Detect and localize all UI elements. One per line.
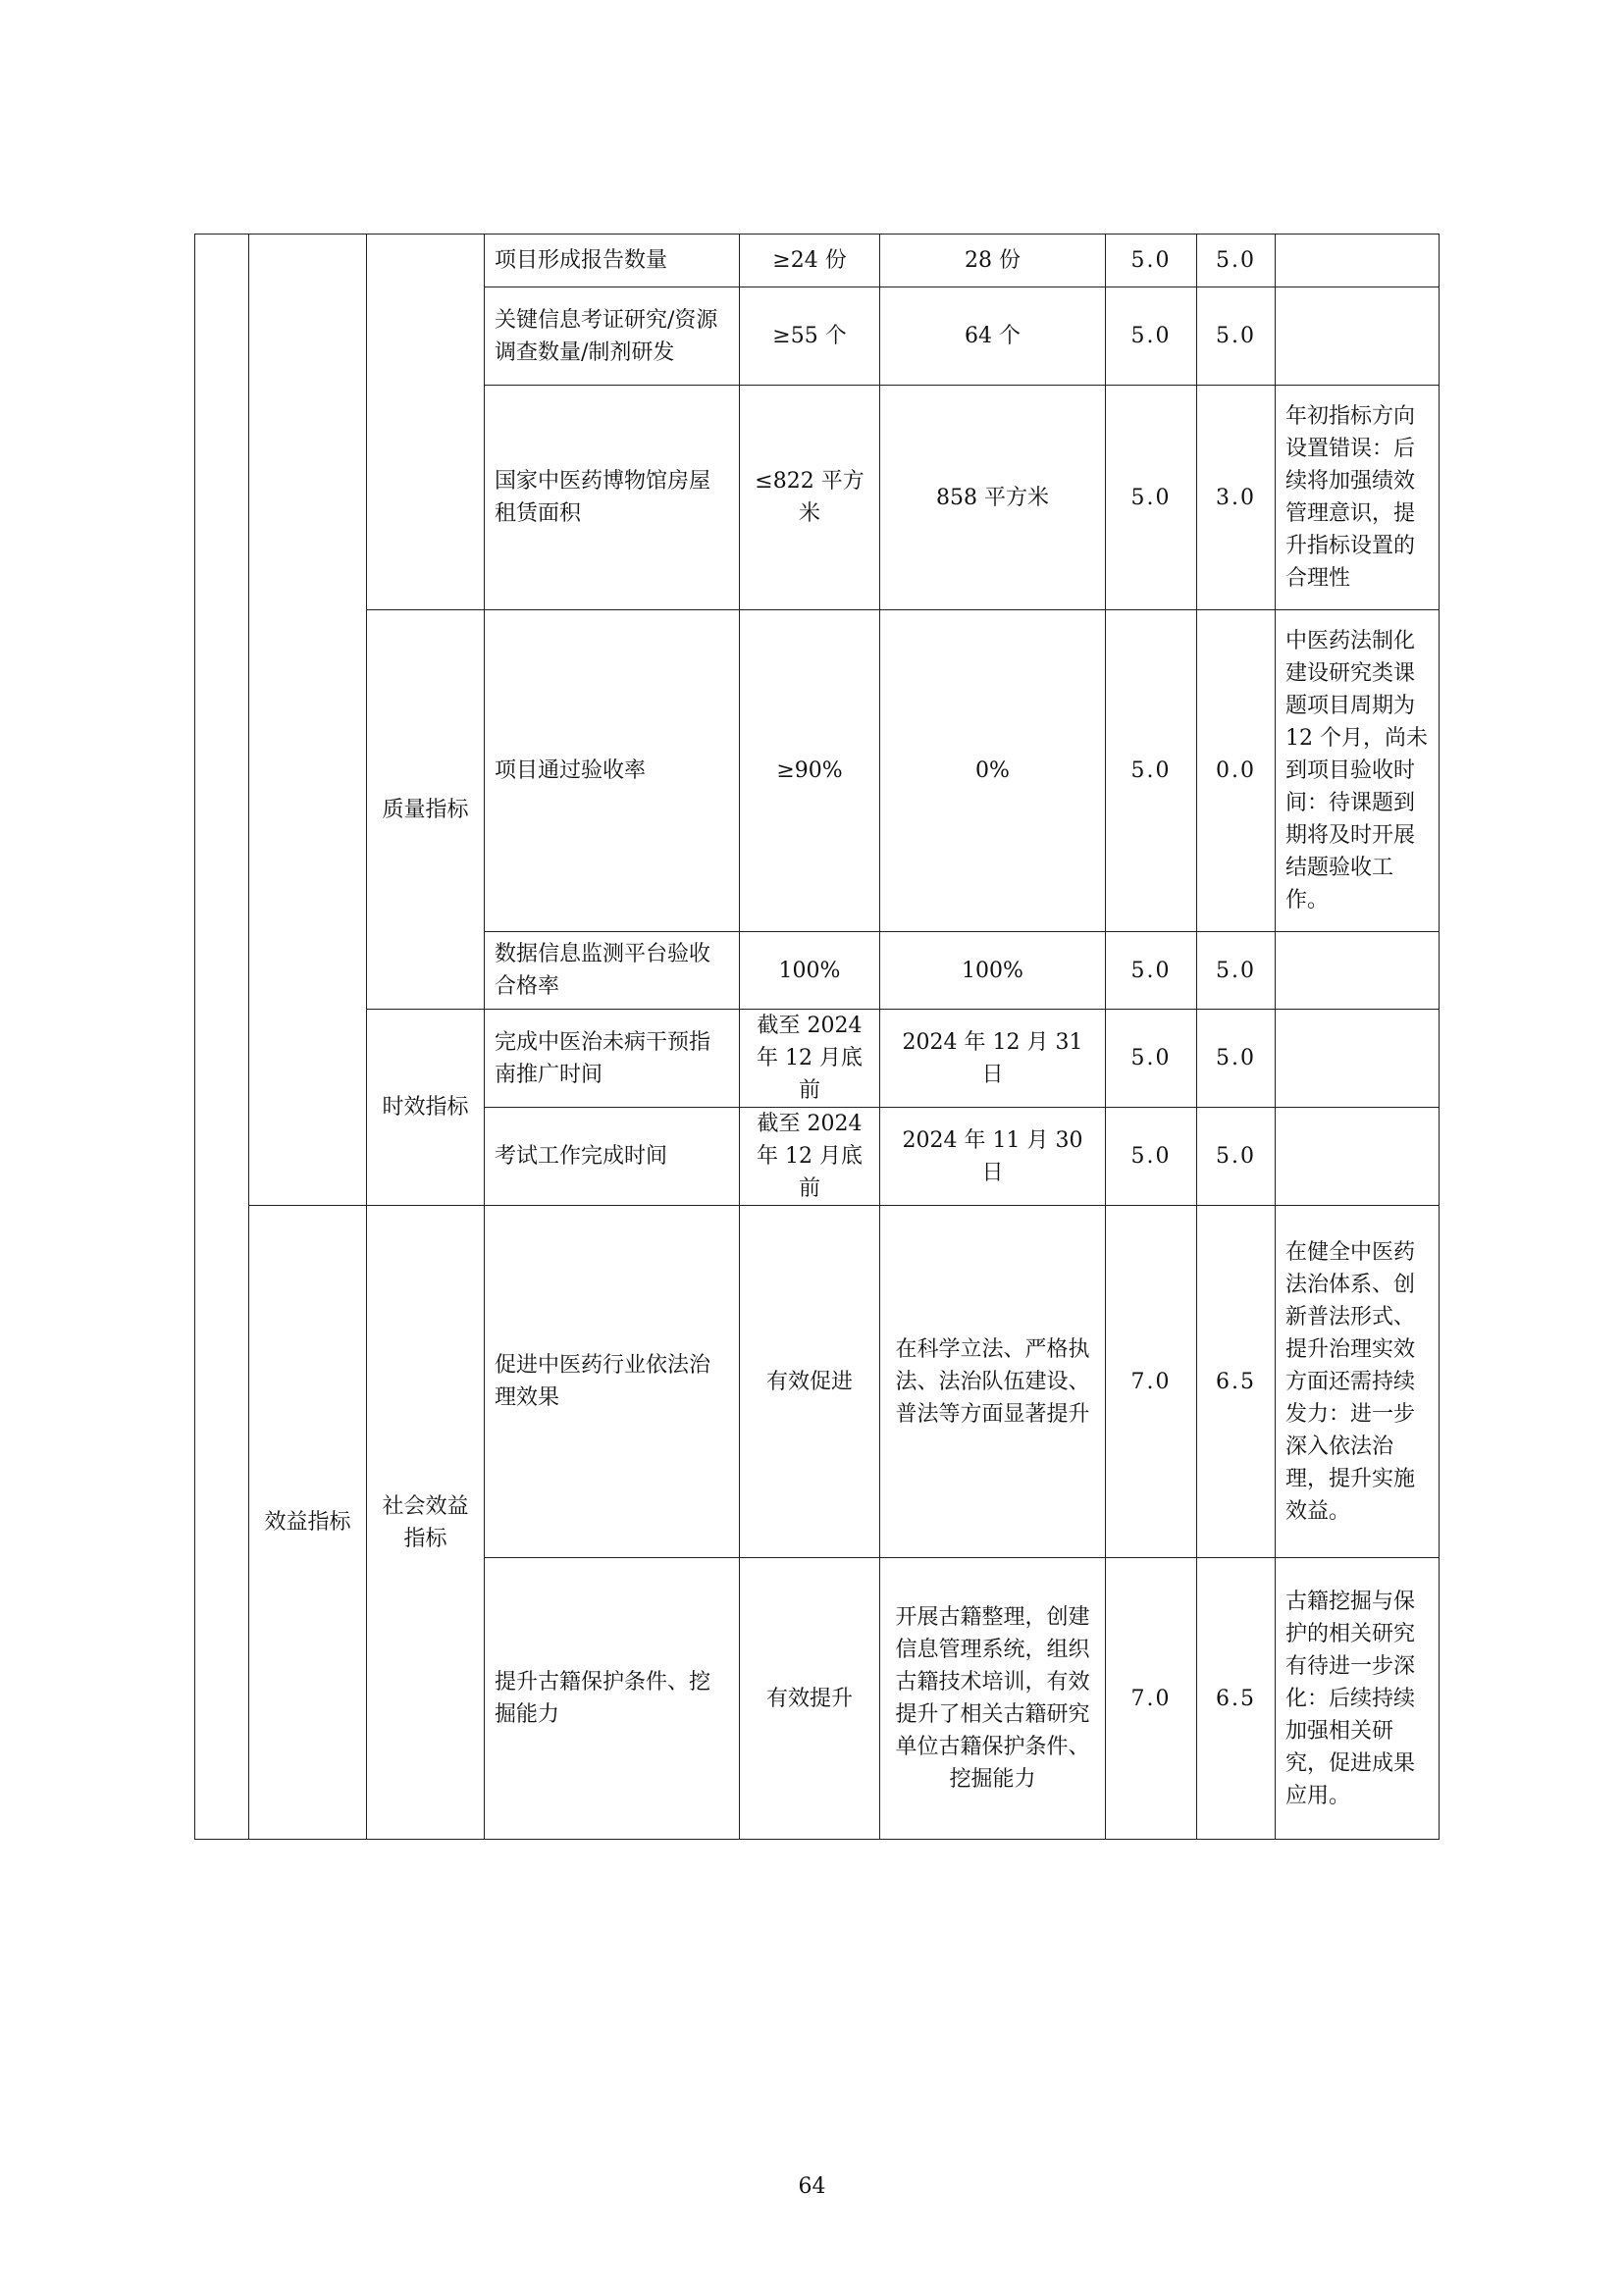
indicator-cell: 考试工作完成时间 (485, 1108, 740, 1206)
score-cell: 5.0 (1197, 235, 1276, 287)
weight-cell: 5.0 (1106, 1010, 1197, 1108)
note-cell: 在健全中医药法治体系、创新普法形式、提升治理实效方面还需持续发力：进一步深入依法治理，提升实施效益。 (1276, 1206, 1440, 1558)
target-cell: 100% (740, 932, 880, 1010)
target-cell: ≥24 份 (740, 235, 880, 287)
actual-cell: 开展古籍整理，创建信息管理系统，组织古籍技术培训，有效提升了相关古籍研究单位古籍保护条件、挖掘能力 (880, 1558, 1106, 1840)
weight-cell: 5.0 (1106, 287, 1197, 386)
level2-cell-quality: 质量指标 (367, 610, 485, 1010)
weight-cell: 7.0 (1106, 1206, 1197, 1558)
indicator-cell: 项目通过验收率 (485, 610, 740, 932)
score-cell: 0.0 (1197, 610, 1276, 932)
target-cell: 截至 2024 年 12 月底前 (740, 1108, 880, 1206)
note-cell (1276, 932, 1440, 1010)
actual-cell: 2024 年 11 月 30 日 (880, 1108, 1106, 1206)
weight-cell: 5.0 (1106, 932, 1197, 1010)
target-cell: 截至 2024 年 12 月底前 (740, 1010, 880, 1108)
target-cell: 有效促进 (740, 1206, 880, 1558)
performance-indicator-table (194, 234, 1440, 1840)
actual-cell: 64 个 (880, 287, 1106, 386)
level2-cell-social: 社会效益指标 (367, 1206, 485, 1840)
actual-cell: 28 份 (880, 235, 1106, 287)
table-row (195, 235, 1440, 287)
level1-cell-benefit: 效益指标 (249, 1206, 367, 1840)
actual-cell: 100% (880, 932, 1106, 1010)
level2-cell-quantity (367, 235, 485, 610)
table-row (195, 1206, 1440, 1558)
actual-cell: 0% (880, 610, 1106, 932)
weight-cell: 5.0 (1106, 610, 1197, 932)
actual-cell: 858 平方米 (880, 386, 1106, 610)
note-cell (1276, 1108, 1440, 1206)
note-cell (1276, 1010, 1440, 1108)
target-cell: ≥55 个 (740, 287, 880, 386)
score-cell: 3.0 (1197, 386, 1276, 610)
note-cell (1276, 235, 1440, 287)
weight-cell: 5.0 (1106, 235, 1197, 287)
score-cell: 5.0 (1197, 1108, 1276, 1206)
weight-cell: 5.0 (1106, 386, 1197, 610)
note-cell: 年初指标方向设置错误：后续将加强绩效管理意识，提升指标设置的合理性 (1276, 386, 1440, 610)
score-cell: 5.0 (1197, 287, 1276, 386)
actual-cell: 2024 年 12 月 31 日 (880, 1010, 1106, 1108)
indicator-cell: 数据信息监测平台验收合格率 (485, 932, 740, 1010)
target-cell: ≤822 平方米 (740, 386, 880, 610)
indicator-cell: 促进中医药行业依法治理效果 (485, 1206, 740, 1558)
indicator-cell: 完成中医治未病干预指南推广时间 (485, 1010, 740, 1108)
score-cell: 6.5 (1197, 1206, 1276, 1558)
indicator-cell: 国家中医药博物馆房屋租赁面积 (485, 386, 740, 610)
table-row (195, 610, 1440, 932)
level0-cell (195, 235, 249, 1840)
score-cell: 6.5 (1197, 1558, 1276, 1840)
target-cell: ≥90% (740, 610, 880, 932)
indicator-cell: 提升古籍保护条件、挖掘能力 (485, 1558, 740, 1840)
score-cell: 5.0 (1197, 932, 1276, 1010)
weight-cell: 5.0 (1106, 1108, 1197, 1206)
table-row (195, 1010, 1440, 1108)
page-number: 64 (798, 2174, 826, 2199)
indicator-cell: 关键信息考证研究/资源调查数量/制剂研发 (485, 287, 740, 386)
target-cell: 有效提升 (740, 1558, 880, 1840)
note-cell: 古籍挖掘与保护的相关研究有待进一步深化：后续持续加强相关研究，促进成果应用。 (1276, 1558, 1440, 1840)
actual-cell: 在科学立法、严格执法、法治队伍建设、普法等方面显著提升 (880, 1206, 1106, 1558)
level2-cell-timeliness: 时效指标 (367, 1010, 485, 1206)
score-cell: 5.0 (1197, 1010, 1276, 1108)
note-cell: 中医药法制化建设研究类课题项目周期为 12 个月，尚未到项目验收时间：待课题到期将及时开展结题验收工作。 (1276, 610, 1440, 932)
weight-cell: 7.0 (1106, 1558, 1197, 1840)
level1-cell-upper (249, 235, 367, 1206)
note-cell (1276, 287, 1440, 386)
indicator-cell: 项目形成报告数量 (485, 235, 740, 287)
